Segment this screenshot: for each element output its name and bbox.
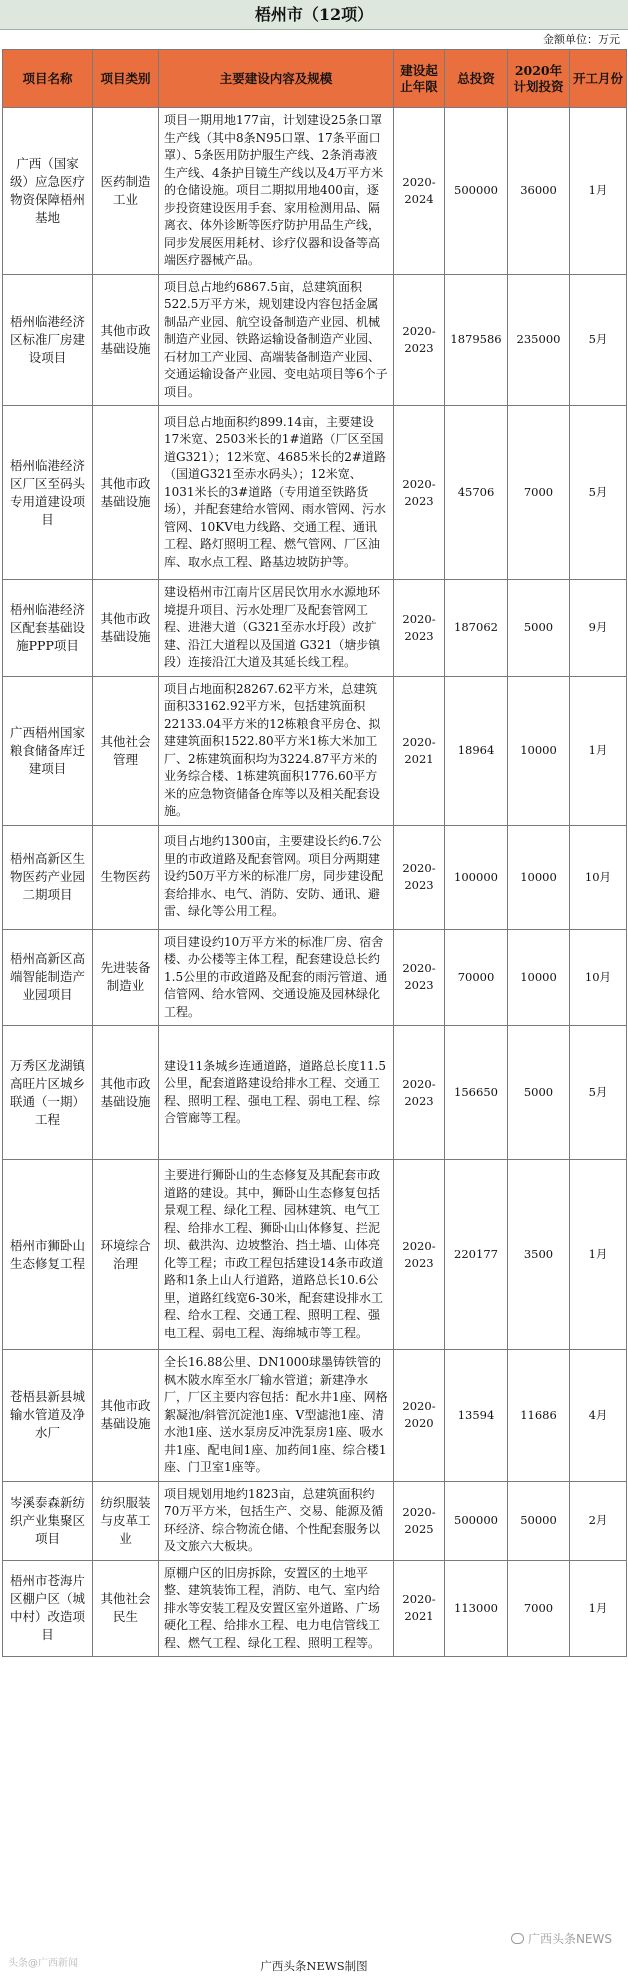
table-row — [3, 1350, 627, 1482]
project-plan-cell: 235000 — [508, 274, 570, 406]
project-total-cell: 45706 — [445, 406, 508, 580]
project-years-cell: 2020-2023 — [394, 1026, 445, 1160]
project-years-cell: 2020-2023 — [394, 580, 445, 677]
project-plan-cell: 7000 — [508, 1560, 570, 1657]
project-month-cell: 1月 — [570, 108, 627, 275]
project-month-cell: 4月 — [570, 1350, 627, 1482]
table-row — [3, 929, 627, 1026]
header-plan: 2020年计划投资 — [508, 50, 570, 108]
header-name: 项目名称 — [3, 50, 93, 108]
project-category-cell: 其他市政基础设施 — [93, 580, 159, 677]
project-name-cell: 广西（国家级）应急医疗物资保障梧州基地 — [3, 108, 93, 275]
project-plan-cell: 10000 — [508, 676, 570, 825]
project-total-cell: 113000 — [445, 1560, 508, 1657]
project-table — [2, 49, 627, 1657]
header-description: 主要建设内容及规模 — [159, 50, 394, 108]
table-row — [3, 676, 627, 825]
project-description-cell: 建设梧州市江南片区居民饮用水水源地环境提升项目、污水处理厂及配套管网工程、进港大道（G321至赤水圩段）改扩建、沿江大道程以及国道 G321（塘步镇段）连接沿江大道及其延长线工程。 — [159, 580, 394, 677]
project-category-cell: 纺织服装与皮革工业 — [93, 1481, 159, 1560]
project-category-cell: 其他市政基础设施 — [93, 1026, 159, 1160]
project-month-cell: 10月 — [570, 929, 627, 1026]
project-name-cell: 梧州高新区高端智能制造产业园项目 — [3, 929, 93, 1026]
project-description-cell: 项目建设约10万平方米的标准厂房、宿舍楼、办公楼等主体工程，配套建设总长约1.5公里的市政道路及配套的雨污管道、通信管网、给水管网、交通设施及园林绿化工程。 — [159, 929, 394, 1026]
project-name-cell: 梧州市狮卧山生态修复工程 — [3, 1160, 93, 1350]
project-month-cell: 10月 — [570, 825, 627, 929]
project-plan-cell: 3500 — [508, 1160, 570, 1350]
project-name-cell: 梧州市苍海片区棚户区（城中村）改造项目 — [3, 1560, 93, 1657]
project-plan-cell: 7000 — [508, 406, 570, 580]
project-category-cell: 先进装备制造业 — [93, 929, 159, 1026]
project-name-cell: 梧州临港经济区配套基础设施PPP项目 — [3, 580, 93, 677]
project-month-cell: 9月 — [570, 580, 627, 677]
project-month-cell: 2月 — [570, 1481, 627, 1560]
table-row — [3, 1481, 627, 1560]
project-total-cell: 100000 — [445, 825, 508, 929]
watermark-left: 头条@广西新闻 — [8, 1958, 78, 1969]
project-month-cell: 5月 — [570, 406, 627, 580]
project-plan-cell: 5000 — [508, 580, 570, 677]
project-name-cell: 梧州临港经济区标准厂房建设项目 — [3, 274, 93, 406]
project-years-cell: 2020-2020 — [394, 1350, 445, 1482]
table-header-row — [3, 50, 627, 108]
project-total-cell: 220177 — [445, 1160, 508, 1350]
watermark-right — [511, 1930, 612, 1947]
project-years-cell: 2020-2023 — [394, 929, 445, 1026]
project-plan-cell: 10000 — [508, 929, 570, 1026]
project-plan-cell: 36000 — [508, 108, 570, 275]
page-title: 梧州市（12项） — [0, 0, 628, 30]
project-description-cell: 项目总占地约6867.5亩，总建筑面积522.5万平方米，规划建设内容包括金属制品产业园、航空设备制造产业园、机械制造产业园、铁路运输设备制造产业园、石材加工产业园、高端装备制造产业园、交通运输设备产业园、变电站项目等6个子项目。 — [159, 274, 394, 406]
project-month-cell: 1月 — [570, 1160, 627, 1350]
project-description-cell: 项目一期用地177亩，计划建设25条口罩生产线（其中8条N95口罩、17条平面口罩）、5条医用防护服生产线、2条消毒液生产线、4条护目镜生产线以及4万平方米的仓储设施。项目二期拟用地400亩，逐步投资建设医用手套、家用检测用品、隔离衣、体外诊断等医疗防护用品生产线，同步发展医用耗材、诊疗仪器和设备等高端医疗器械产品。 — [159, 108, 394, 275]
table-row — [3, 1026, 627, 1160]
project-plan-cell: 5000 — [508, 1026, 570, 1160]
project-total-cell: 1879586 — [445, 274, 508, 406]
unit-label: 金额单位：万元 — [543, 33, 620, 46]
project-month-cell: 5月 — [570, 1026, 627, 1160]
project-description-cell: 项目占地面积28267.62平方米，总建筑面积33162.92平方米，包括建筑面积22133.04平方米的12栋粮食平房仓、拟建建筑面积1522.80平方米1栋大米加工厂、2栋建筑面积均为3224.87平方米的业务综合楼、1栋建筑面积1776.60平方米的应急物资储备仓库等以及相关配套设施。 — [159, 676, 394, 825]
project-plan-cell: 10000 — [508, 825, 570, 929]
chat-bubble-icon — [511, 1933, 524, 1944]
header-years: 建设起止年限 — [394, 50, 445, 108]
header-month: 开工月份 — [570, 50, 627, 108]
project-description-cell: 项目规划用地约1823亩，总建筑面积约70万平方米，包括生产、交易、能源及循环经济、综合物流仓储、个性配套服务以及文旅六大板块。 — [159, 1481, 394, 1560]
table-row — [3, 274, 627, 406]
project-years-cell: 2020-2021 — [394, 676, 445, 825]
footer-credit: 广西头条NEWS制图 — [260, 1959, 368, 1973]
project-category-cell: 其他市政基础设施 — [93, 1350, 159, 1482]
project-plan-cell: 11686 — [508, 1350, 570, 1482]
project-years-cell: 2020-2023 — [394, 825, 445, 929]
project-name-cell: 万秀区龙湖镇高旺片区城乡联通（一期）工程 — [3, 1026, 93, 1160]
project-total-cell: 500000 — [445, 1481, 508, 1560]
project-category-cell: 其他市政基础设施 — [93, 406, 159, 580]
project-category-cell: 生物医药 — [93, 825, 159, 929]
project-description-cell: 原棚户区的旧房拆除，安置区的土地平整、建筑装饰工程，消防、电气、室内给排水等安装工程及安置区室外道路、广场硬化工程、给排水工程、电力电信管线工程、燃气工程、绿化工程、照明工程等。 — [159, 1560, 394, 1657]
project-years-cell: 2020-2023 — [394, 1160, 445, 1350]
table-row — [3, 1160, 627, 1350]
project-name-cell: 广西梧州国家粮食储备库迁建项目 — [3, 676, 93, 825]
table-row — [3, 825, 627, 929]
project-years-cell: 2020-2024 — [394, 108, 445, 275]
project-month-cell: 5月 — [570, 274, 627, 406]
project-total-cell: 500000 — [445, 108, 508, 275]
project-description-cell: 建设11条城乡连通道路，道路总长度11.5公里，配套道路建设给排水工程、交通工程、照明工程、强电工程、弱电工程、综合管廊等工程。 — [159, 1026, 394, 1160]
project-month-cell: 1月 — [570, 676, 627, 825]
project-description-cell: 项目占地约1300亩，主要建设长约6.7公里的市政道路及配套管网。项目分两期建设约50万平方米的标准厂房，同步建设配套给排水、电气、消防、安防、通讯、避雷、绿化等公用工程。 — [159, 825, 394, 929]
project-category-cell: 其他社会管理 — [93, 676, 159, 825]
project-category-cell: 医药制造工业 — [93, 108, 159, 275]
header-category: 项目类别 — [93, 50, 159, 108]
project-month-cell: 1月 — [570, 1560, 627, 1657]
project-years-cell: 2020-2025 — [394, 1481, 445, 1560]
table-row — [3, 108, 627, 275]
project-category-cell: 环境综合治理 — [93, 1160, 159, 1350]
project-total-cell: 18964 — [445, 676, 508, 825]
project-total-cell: 70000 — [445, 929, 508, 1026]
project-name-cell: 梧州临港经济区厂区至码头专用道建设项目 — [3, 406, 93, 580]
project-total-cell: 187062 — [445, 580, 508, 677]
project-name-cell: 苍梧县新县城输水管道及净水厂 — [3, 1350, 93, 1482]
project-plan-cell: 50000 — [508, 1481, 570, 1560]
header-total: 总投资 — [445, 50, 508, 108]
project-years-cell: 2020-2021 — [394, 1560, 445, 1657]
table-row — [3, 1560, 627, 1657]
table-row — [3, 406, 627, 580]
project-description-cell: 项目总占地面积约899.14亩，主要建设17米宽、2503米长的1#道路（厂区至国道G321）；12米宽、4685米长的2#道路（国道G321至赤水码头）；12米宽、1031米长的3#道路（专用道至铁路货场），并配套建给水管网、雨水管网、污水管网、10KV电力线路、交通工程、通讯工程、路灯照明工程、燃气管网、厂区油库、取水点工程、路基边坡防护等。 — [159, 406, 394, 580]
project-description-cell: 主要进行狮卧山的生态修复及其配套市政道路的建设。其中，狮卧山生态修复包括景观工程、绿化工程、园林建筑、电气工程、给排水工程、狮卧山山体修复、拦泥坝、截洪沟、边坡整治、挡土墙、山体亮化等工程；市政工程包括建设14条市政道路和1条上山人行道路，道路总长10.6公里，道路红线宽6-30米，配套建设排水工程、给水工程、交通工程、照明工程、强电工程、弱电工程、海绵城市等工程。 — [159, 1160, 394, 1350]
watermark-right-label: 广西头条NEWS — [527, 1932, 612, 1946]
project-name-cell: 岑溪泰森新纺织产业集聚区项目 — [3, 1481, 93, 1560]
project-category-cell: 其他社会民生 — [93, 1560, 159, 1657]
project-description-cell: 全长16.88公里、DN1000球墨铸铁管的枫木陂水库至水厂输水管道；新建净水厂，厂区主要内容包括：配水井1座、网格絮凝池/斜管沉淀池1座、V型滤池1座、清水池1座、送水泵房反冲洗泵房1座、吸水井1座、配电间1座、加药间1座、综合楼1座、门卫室1座等。 — [159, 1350, 394, 1482]
project-name-cell: 梧州高新区生物医药产业园二期项目 — [3, 825, 93, 929]
table-row — [3, 580, 627, 677]
project-years-cell: 2020-2023 — [394, 406, 445, 580]
project-years-cell: 2020-2023 — [394, 274, 445, 406]
project-total-cell: 156650 — [445, 1026, 508, 1160]
project-category-cell: 其他市政基础设施 — [93, 274, 159, 406]
project-total-cell: 13594 — [445, 1350, 508, 1482]
